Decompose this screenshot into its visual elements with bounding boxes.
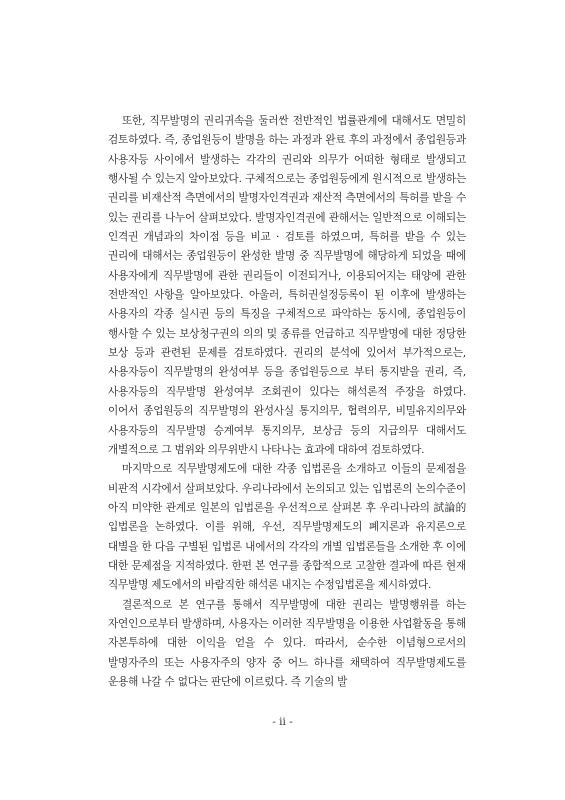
paragraph-conclusion: 결론적으로 본 연구를 통해서 직무발명에 대한 권리는 발명행위를 하는 자연인으로부터 발생하며, 사용자는 이러한 직무발명을 이용한 사업활동을 통해 자본투하에 대한 이익을 얻을 수 있다. 따라서, 순수한 이념형으로서의 발명자주의 또는 사용자주의 양자 중 어느 하나를 채택하여 직무발명제도를 운용해 나갈 수 없다는 판단에 이르렀다. 즉 기술의 발: [108, 598, 466, 688]
document-body: [108, 112, 466, 692]
paragraph-legislative-review: 마지막으로 직무발명제도에 대한 각종 입법론을 소개하고 이들의 문제점을 비판적 시각에서 살펴보았다. 우리나라에서 논의되고 있는 입법론의 논의수준이 아직 미약한 관계로 일본의 입법론을 우선적으로 살펴본 후 우리나라의 試論的 입법론을 논하였다. 이를 위해, 우선, 직무발명제도의 폐지론과 유지론으로 대별을 한 다음 구별된 입법론 내에서의 각각의 개별 입법론들을 소개한 후 이에 대한 문제점을 지적하였다. 한편 본 연구를 종합적으로 고찰한 결과에 따른 현재 직무발명 제도에서의 바람직한 해석론 내지는 수정입법론을 제시하였다.: [108, 463, 466, 592]
page-number: - ii -: [272, 716, 293, 728]
paragraph-rights-analysis: 또한, 직무발명의 권리귀속을 둘러싼 전반적인 법률관계에 대해서도 면밀히 검토하였다. 즉, 종업원등이 발명을 하는 과정과 완료 후의 과정에서 종업원등과 사용자등 사이에서 발생하는 각각의 권리와 의무가 어떠한 형태로 발생되고 행사될 수 있는지 알아보았다. 구체적으로는 종업원등에게 원시적으로 발생하는 권리를 비재산적 측면에서의 발명자인격권과 재산적 측면에서의 특허를 받을 수 있는 권리를 나누어 살펴보았다. 발명자인격권에 관해서는 일반적으로 이해되는 인격권 개념과의 차이점 등을 비교 · 검토를 하였으며, 특허를 받을 수 있는 권리에 대해서는 종업원등이 완성한 발명 중 직무발명에 해당하게 되었을 때에 사용자에게 직무발명에 관한 권리들이 이전되거나, 이용되어지는 태양에 관한 전반적인 사항을 알아보았다. 아울러, 특허권설정등록이 된 이후에 발생하는 사용자의 각종 실시권 등의 특징을 구체적으로 파악하는 동시에, 종업원등이 행사할 수 있는 보상청구권의 의의 및 종류를 언급하고 직무발명에 대한 정당한 보상 등과 관련된 문제를 검토하였다. 권리의 분석에 있어서 부가적으로는, 사용자등이 직무발명의 완성여부 등을 종업원등으로 부터 통지받을 권리, 즉, 사용자등의 직무발명 완성여부 조회권이 있다는 해석론적 주장을 하였다. 이어서 종업원등의 직무발명의 완성사실 통지의무, 협력의무, 비밀유지의무와 사용자등의 직무발명 승계여부 통지의무, 보상금 등의 지급의무 대해서도 개별적으로 그 범위와 의무위반시 나타나는 효과에 대하여 검토하였다.: [108, 115, 466, 456]
